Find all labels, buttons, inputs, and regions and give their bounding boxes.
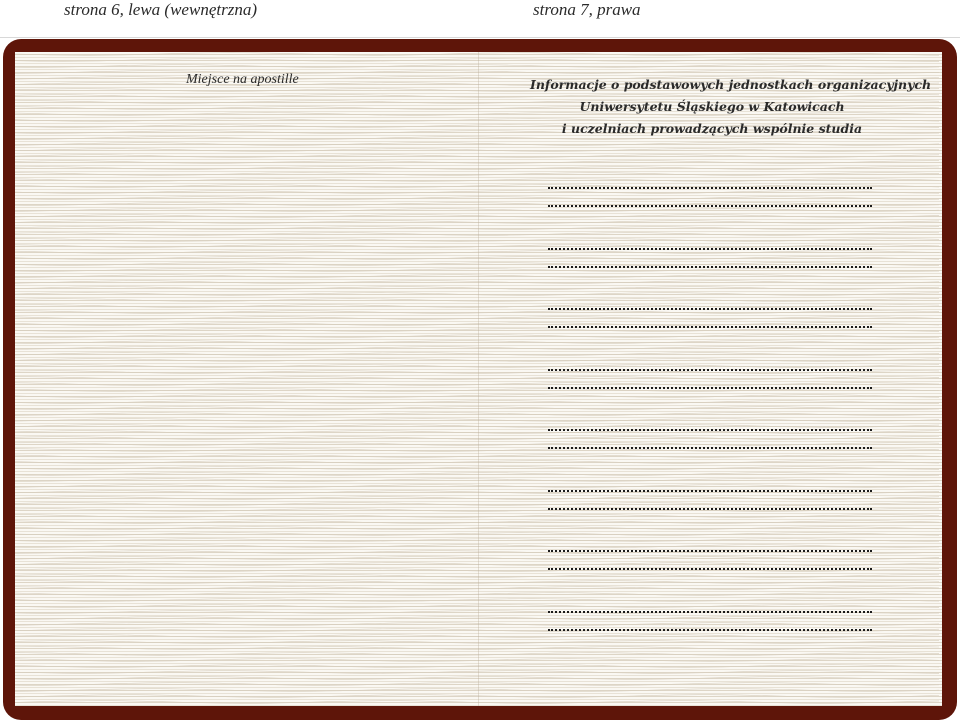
guilloche-line [15,671,939,674]
guilloche-line [15,473,939,476]
guilloche-line [15,233,939,236]
guilloche-line [15,581,939,584]
guilloche-line [15,539,939,542]
guilloche-line [15,479,939,482]
guilloche-line [15,683,939,686]
guilloche-line [15,659,939,662]
heading-line-1: Informacje o podstawowych jednostkach organizacyjnych [530,77,932,92]
guilloche-line [15,269,939,272]
fill-line [548,385,872,389]
fill-line [548,264,872,268]
guilloche-line [15,209,939,212]
guilloche-line [15,293,939,296]
guilloche-line [15,563,939,566]
fill-line [548,566,872,570]
apostille-placeholder-label: Miejsce na apostille [186,72,299,87]
guilloche-line [15,353,939,356]
guilloche-line [15,521,939,524]
fill-line [548,306,872,310]
guilloche-line [15,377,939,380]
guilloche-line [15,287,939,290]
book-spine [478,52,479,706]
guilloche-line [15,419,939,422]
guilloche-line [15,515,939,518]
fill-line [548,203,872,207]
guilloche-line [15,401,939,404]
guilloche-line [15,281,939,284]
guilloche-line [15,155,939,158]
guilloche-line [15,215,939,218]
guilloche-line [15,695,939,698]
guilloche-line [15,527,939,530]
guilloche-line [15,623,939,626]
guilloche-line [15,653,939,656]
fill-line [548,506,872,510]
heading-line-3: i uczelniach prowadzących wspólnie studia [561,121,863,136]
guilloche-line [15,617,939,620]
guilloche-line [15,449,939,452]
guilloche-line [15,149,939,152]
guilloche-line [15,65,939,68]
guilloche-line [15,647,939,650]
fill-line [548,609,872,613]
fill-line [548,627,872,631]
guilloche-line [15,317,939,320]
guilloche-line [15,635,939,638]
guilloche-line [15,455,939,458]
fill-line [548,185,872,189]
guilloche-line [15,545,939,548]
guilloche-line [15,329,939,332]
guilloche-line [15,59,939,62]
guilloche-line [15,431,939,434]
fill-line [548,548,872,552]
guilloche-line [15,389,939,392]
right-page-heading [530,74,932,140]
guilloche-line [15,461,939,464]
fill-line [548,246,872,250]
guilloche-line [15,173,939,176]
heading-line-2: Uniwersytetu Śląskiego w Katowicach [579,99,845,114]
guilloche-line [15,179,939,182]
guilloche-line [15,641,939,644]
guilloche-line [15,689,939,692]
guilloche-line [15,341,939,344]
guilloche-line [15,191,939,194]
guilloche-line [15,335,939,338]
guilloche-line [15,359,939,362]
guilloche-line [15,161,939,164]
guilloche-line [15,533,939,536]
guilloche-line [15,275,939,278]
fill-line [548,488,872,492]
guilloche-line [15,599,939,602]
guilloche-line [15,257,939,260]
guilloche-line [15,701,939,704]
guilloche-line [15,497,939,500]
guilloche-line [15,299,939,302]
guilloche-line [15,593,939,596]
guilloche-line [15,347,939,350]
guilloche-line [15,605,939,608]
fill-line [548,427,872,431]
right-page-caption: strona 7, prawa [533,0,641,19]
guilloche-line [15,143,939,146]
guilloche-line [15,413,939,416]
left-page-caption: strona 6, lewa (wewnętrzna) [64,0,257,19]
fill-line [548,445,872,449]
guilloche-line [15,227,939,230]
guilloche-line [15,677,939,680]
guilloche-line [15,197,939,200]
guilloche-line [15,167,939,170]
guilloche-line [15,251,939,254]
guilloche-line [15,575,939,578]
guilloche-line [15,407,939,410]
fill-line [548,367,872,371]
top-divider [0,37,960,38]
guilloche-line [15,239,939,242]
fill-line [548,324,872,328]
guilloche-line [15,437,939,440]
guilloche-line [15,221,939,224]
guilloche-line [15,395,939,398]
guilloche-line [15,587,939,590]
guilloche-line [15,53,939,56]
guilloche-line [15,71,939,74]
guilloche-line [15,467,939,470]
guilloche-line [15,371,939,374]
guilloche-line [15,557,939,560]
guilloche-line [15,665,939,668]
guilloche-line [15,311,939,314]
